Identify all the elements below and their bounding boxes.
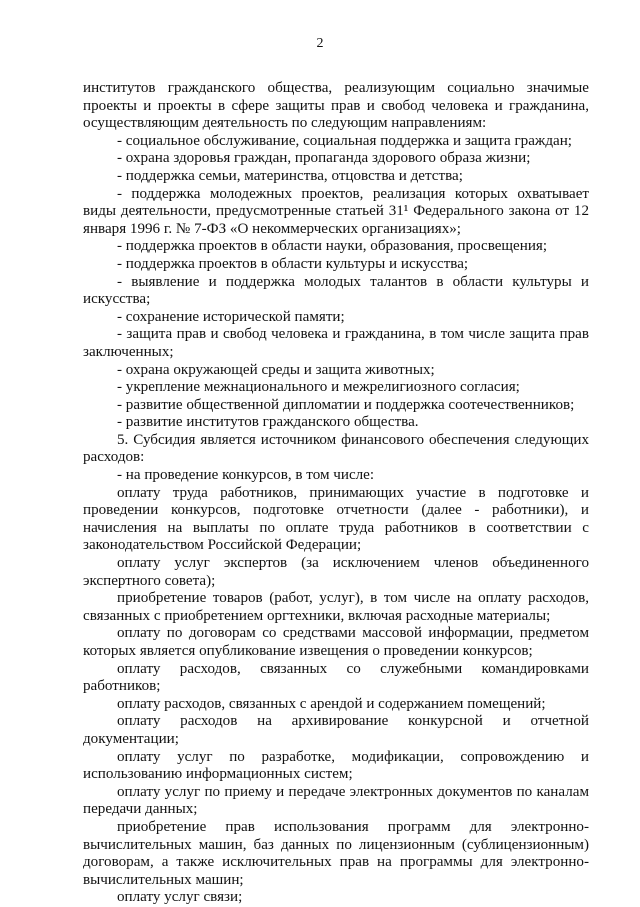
- expense-item: оплату услуг по разработке, модификации, сопровождению и использованию информационных систем;: [83, 748, 589, 783]
- expense-item: приобретение прав использования программ для электронно-вычислительных машин, баз данных по лицензионным (сублицензионным) договорам, а также исключительных прав на программы для электронно-вычислительных машин;: [83, 818, 589, 888]
- expense-item: оплату услуг экспертов (за исключением членов объединенного экспертного совета);: [83, 555, 589, 589]
- list-item: - охрана окружающей среды и защита животных;: [117, 361, 435, 378]
- list-item: - поддержка проектов в области культуры и искусства;: [117, 255, 469, 272]
- list-item: - поддержка проектов в области науки, образования, просвещения;: [117, 238, 548, 255]
- page-number: 2: [316, 36, 324, 51]
- expense-item: оплату услуг по приему и передаче электронных документов по каналам передачи данных;: [83, 783, 589, 818]
- expense-item: оплату расходов, связанных с арендой и содержанием помещений;: [117, 695, 546, 712]
- list-item: - защита прав и свобод человека и гражданина, в том числе защита прав заключенных;: [83, 326, 589, 360]
- list-item: - развитие общественной дипломатии и поддержка соотечественников;: [117, 396, 575, 413]
- expense-item: оплату расходов на архивирование конкурсной и отчетной документации;: [83, 713, 589, 747]
- list-item: - укрепление межнационального и межрелигиозного согласия;: [117, 379, 520, 396]
- expense-item: оплату труда работников, принимающих участие в подготовке и проведении конкурсов, подготовке отчетности (далее - работники), и начисления на выплаты по оплате труда работников в соответствии с законодательством Российской Федерации;: [83, 484, 589, 554]
- expense-item: оплату услуг связи;: [117, 889, 243, 906]
- section-paragraph: 5. Субсидия является источником финансового обеспечения следующих расходов:: [83, 431, 589, 466]
- list-item: - выявление и поддержка молодых талантов в области культуры и искусства;: [83, 273, 589, 308]
- list-item: - поддержка молодежных проектов, реализация которых охватывает виды деятельности, предусмотренные статьей 31¹ Федерального закона от 12 января 1996 г. № 7-ФЗ «О некоммерческих организациях»;: [83, 185, 589, 237]
- list-item: - охрана здоровья граждан, пропаганда здорового образа жизни;: [117, 150, 531, 167]
- list-item: - на проведение конкурсов, в том числе:: [117, 467, 375, 484]
- expense-item: приобретение товаров (работ, услуг), в том числе на оплату расходов, связанных с приобретением оргтехники, включая расходные материалы;: [83, 590, 589, 624]
- expense-item: оплату расходов, связанных со служебными командировками работников;: [83, 660, 589, 695]
- document-body: [83, 80, 589, 907]
- paragraph: институтов гражданского общества, реализующим социально значимые проекты и проекты в сфере защиты прав и свобод человека и гражданина, осуществляющим деятельность по следующим направлениям:: [83, 80, 589, 132]
- list-item: - социальное обслуживание, социальная поддержка и защита граждан;: [117, 132, 572, 149]
- list-item: - поддержка семьи, материнства, отцовства и детства;: [117, 167, 463, 184]
- expense-item: оплату по договорам со средствами массовой информации, предметом которых является опубликование извещения о проведении конкурсов;: [83, 625, 589, 659]
- list-item: - сохранение исторической памяти;: [117, 308, 345, 325]
- list-item: - развитие институтов гражданского общества.: [117, 414, 419, 431]
